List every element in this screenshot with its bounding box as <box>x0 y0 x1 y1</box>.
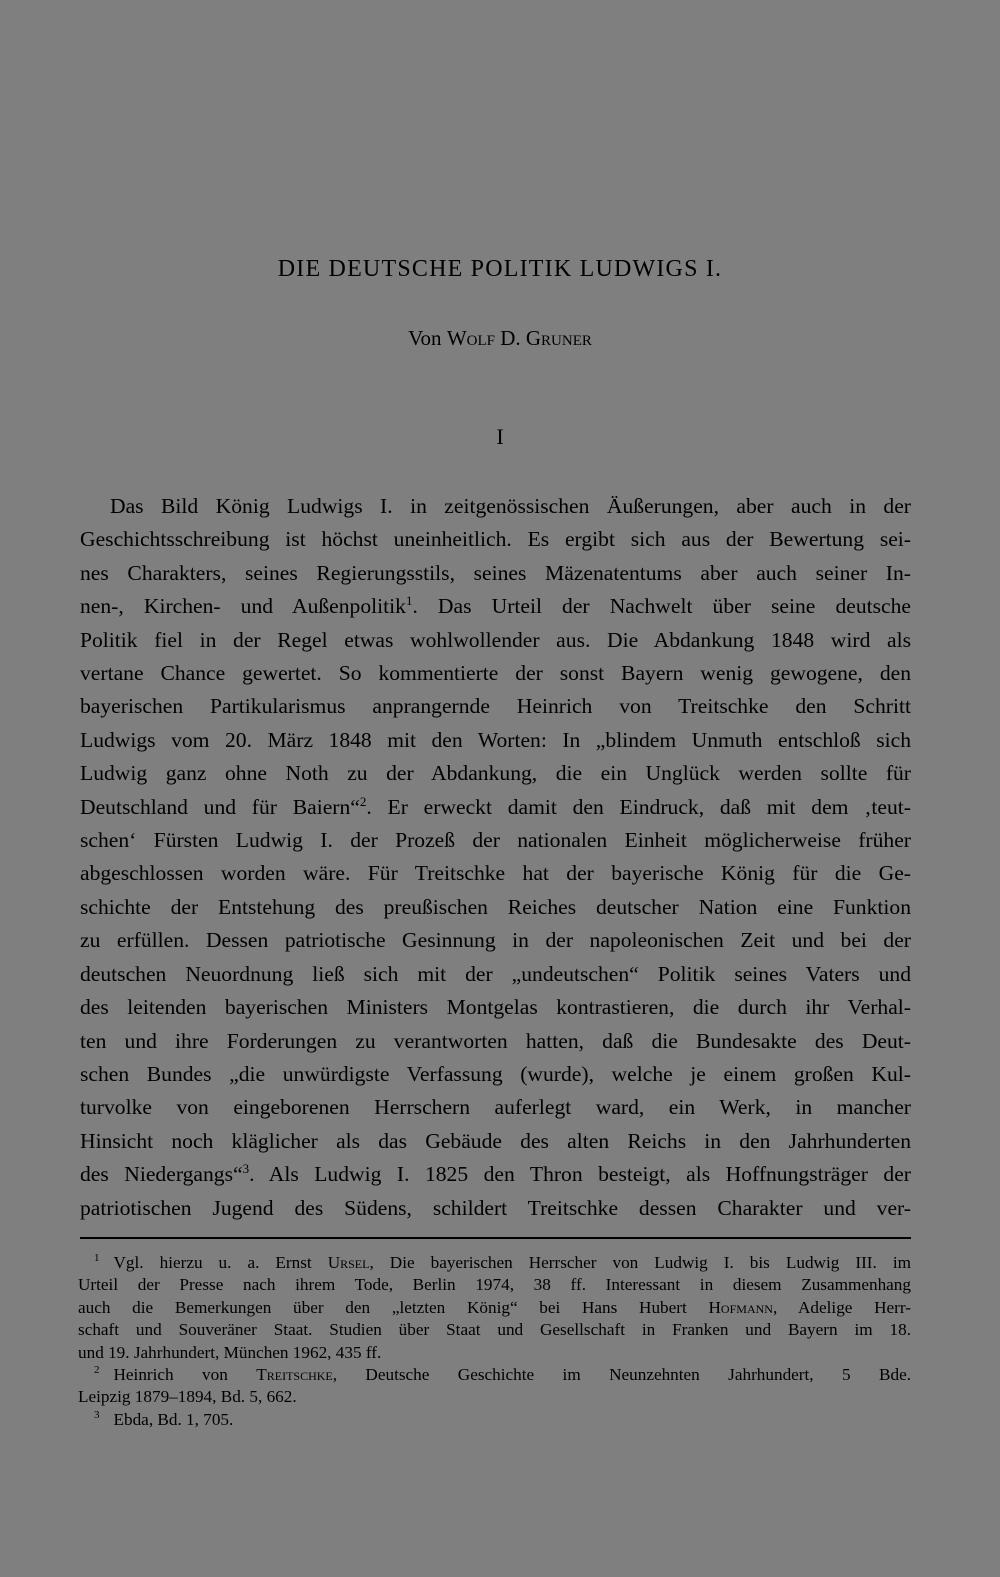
body-text-segment: . Er erweckt damit den Eindruck, daß mit dem ‚teut- <box>366 794 911 819</box>
footnote-text: auch die Bemerkungen über den „letzten König“ bei Hans Hubert <box>78 1297 709 1317</box>
footnote-mark: 3 <box>94 1409 100 1422</box>
footnote-line: schaft und Souveräner Staat. Studien über Staat und Gesellschaft in Franken und Bayern im 18. <box>78 1320 911 1340</box>
body-line: nes Charakters, seines Regierungsstils, seines Mäzenatentums aber auch seiner In- <box>80 560 911 585</box>
body-line: zu erfüllen. Dessen patriotische Gesinnung in der napoleonischen Zeit und bei der <box>80 928 911 953</box>
body-line: Ludwig ganz ohne Noth zu der Abdankung, die ein Unglück werden sollte für <box>80 761 911 786</box>
body-line: des leitenden bayerischen Ministers Montgelas kontrastieren, die durch ihr Verhal- <box>80 995 911 1020</box>
body-line: ten und ihre Forderungen zu verantworten hatten, daß die Bundesakte des Deut- <box>80 1028 911 1053</box>
body-text-segment: des Niedergangs“ <box>80 1162 243 1187</box>
body-paragraph <box>80 490 911 1225</box>
body-line: vertane Chance gewertet. So kommentierte der sonst Bayern wenig gewogene, den <box>80 661 911 686</box>
body-line: Geschichtsschreibung ist höchst uneinheitlich. Es ergibt sich aus der Bewertung sei- <box>80 527 911 552</box>
body-line: Das Bild König Ludwigs I. in zeitgenössischen Äußerungen, aber auch in der <box>110 494 911 518</box>
footnote-text: Vgl. hierzu u. a. Ernst <box>113 1253 328 1272</box>
footnotes <box>78 1252 911 1431</box>
footnote-text: , Deutsche Geschichte im Neunzehnten Jahrhundert, 5 Bde. <box>332 1365 911 1385</box>
body-text-segment: Deutschland und für Baiern“ <box>80 794 360 819</box>
footnote-text: Ebda, Bd. 1, 705. <box>113 1409 234 1429</box>
footnote-ref[interactable]: 1 <box>405 593 413 609</box>
footnote-ref[interactable]: 3 <box>242 1160 250 1176</box>
footnote-line <box>78 1297 911 1319</box>
author-line <box>0 326 1000 351</box>
body-line <box>80 791 911 824</box>
body-line: Hinsicht noch kläglicher als das Gebäude des alten Reichs in den Jahrhunderten <box>80 1128 911 1153</box>
article-title: DIE DEUTSCHE POLITIK LUDWIGS I. <box>277 256 723 282</box>
footnote-line: Leipzig 1879–1894, Bd. 5, 662. <box>78 1387 297 1407</box>
body-line: schen‘ Fürsten Ludwig I. der Prozeß der nationalen Einheit möglicherweise früher <box>80 828 911 853</box>
footnote-3 <box>78 1409 911 1431</box>
footnote-mark: 2 <box>94 1364 100 1377</box>
body-line <box>80 590 911 623</box>
cited-author: Hofmann <box>708 1297 773 1317</box>
section-number: I <box>496 424 504 449</box>
body-line: deutschen Neuordnung ließ sich mit der „undeutschen“ Politik seines Vaters und <box>80 961 911 986</box>
author-name: Wolf D. Gruner <box>446 326 592 350</box>
body-text-segment: nen-, Kirchen- und Außenpolitik <box>80 594 406 619</box>
footnote-divider <box>80 1237 911 1239</box>
body-text-segment: . Das Urteil der Nachwelt über seine deutsche <box>412 594 912 619</box>
footnote-text: , Adelige Herr- <box>772 1297 912 1317</box>
body-line: turvolke von eingeborenen Herrschern auferlegt ward, ein Werk, in mancher <box>80 1095 911 1120</box>
footnote-2 <box>78 1364 911 1386</box>
body-line: bayerischen Partikularismus anprangernde Heinrich von Treitschke den Schritt <box>80 694 911 719</box>
body-line: schen Bundes „die unwürdigste Verfassung (wurde), welche je einem großen Kul- <box>80 1061 911 1086</box>
footnote-text: Heinrich von <box>113 1365 257 1385</box>
footnote-line: und 19. Jahrhundert, München 1962, 435 ff. <box>78 1342 382 1362</box>
body-line: schichte der Entstehung des preußischen Reiches deutscher Nation eine Funktion <box>80 894 911 919</box>
body-line: patriotischen Jugend des Südens, schildert Treitschke dessen Charakter und ver- <box>80 1195 911 1220</box>
footnote-line: Urteil der Presse nach ihrem Tode, Berlin 1974, 38 ff. Interessant in diesem Zusammenhang <box>78 1275 911 1295</box>
body-line: abgeschlossen worden wäre. Für Treitschke hat der bayerische König für die Ge- <box>80 861 911 886</box>
author-prefix: Von <box>408 326 442 350</box>
footnote-text: , Die bayerischen Herrscher von Ludwig I. bis Ludwig III. im <box>369 1253 911 1272</box>
body-line: Politik fiel in der Regel etwas wohlwollender aus. Die Abdankung 1848 wird als <box>80 627 911 652</box>
body-text-segment: . Als Ludwig I. 1825 den Thron besteigt, als Hoffnungsträger der <box>249 1162 911 1187</box>
footnote-mark: 1 <box>94 1252 100 1265</box>
footnote-ref[interactable]: 2 <box>359 793 367 809</box>
body-line <box>80 1158 911 1191</box>
cited-author: Treitschke <box>256 1365 333 1385</box>
cited-author: Ursel <box>327 1253 370 1272</box>
footnote-1 <box>78 1252 911 1274</box>
body-line: Ludwigs vom 20. März 1848 mit den Worten: In „blindem Unmuth entschloß sich <box>80 727 911 752</box>
